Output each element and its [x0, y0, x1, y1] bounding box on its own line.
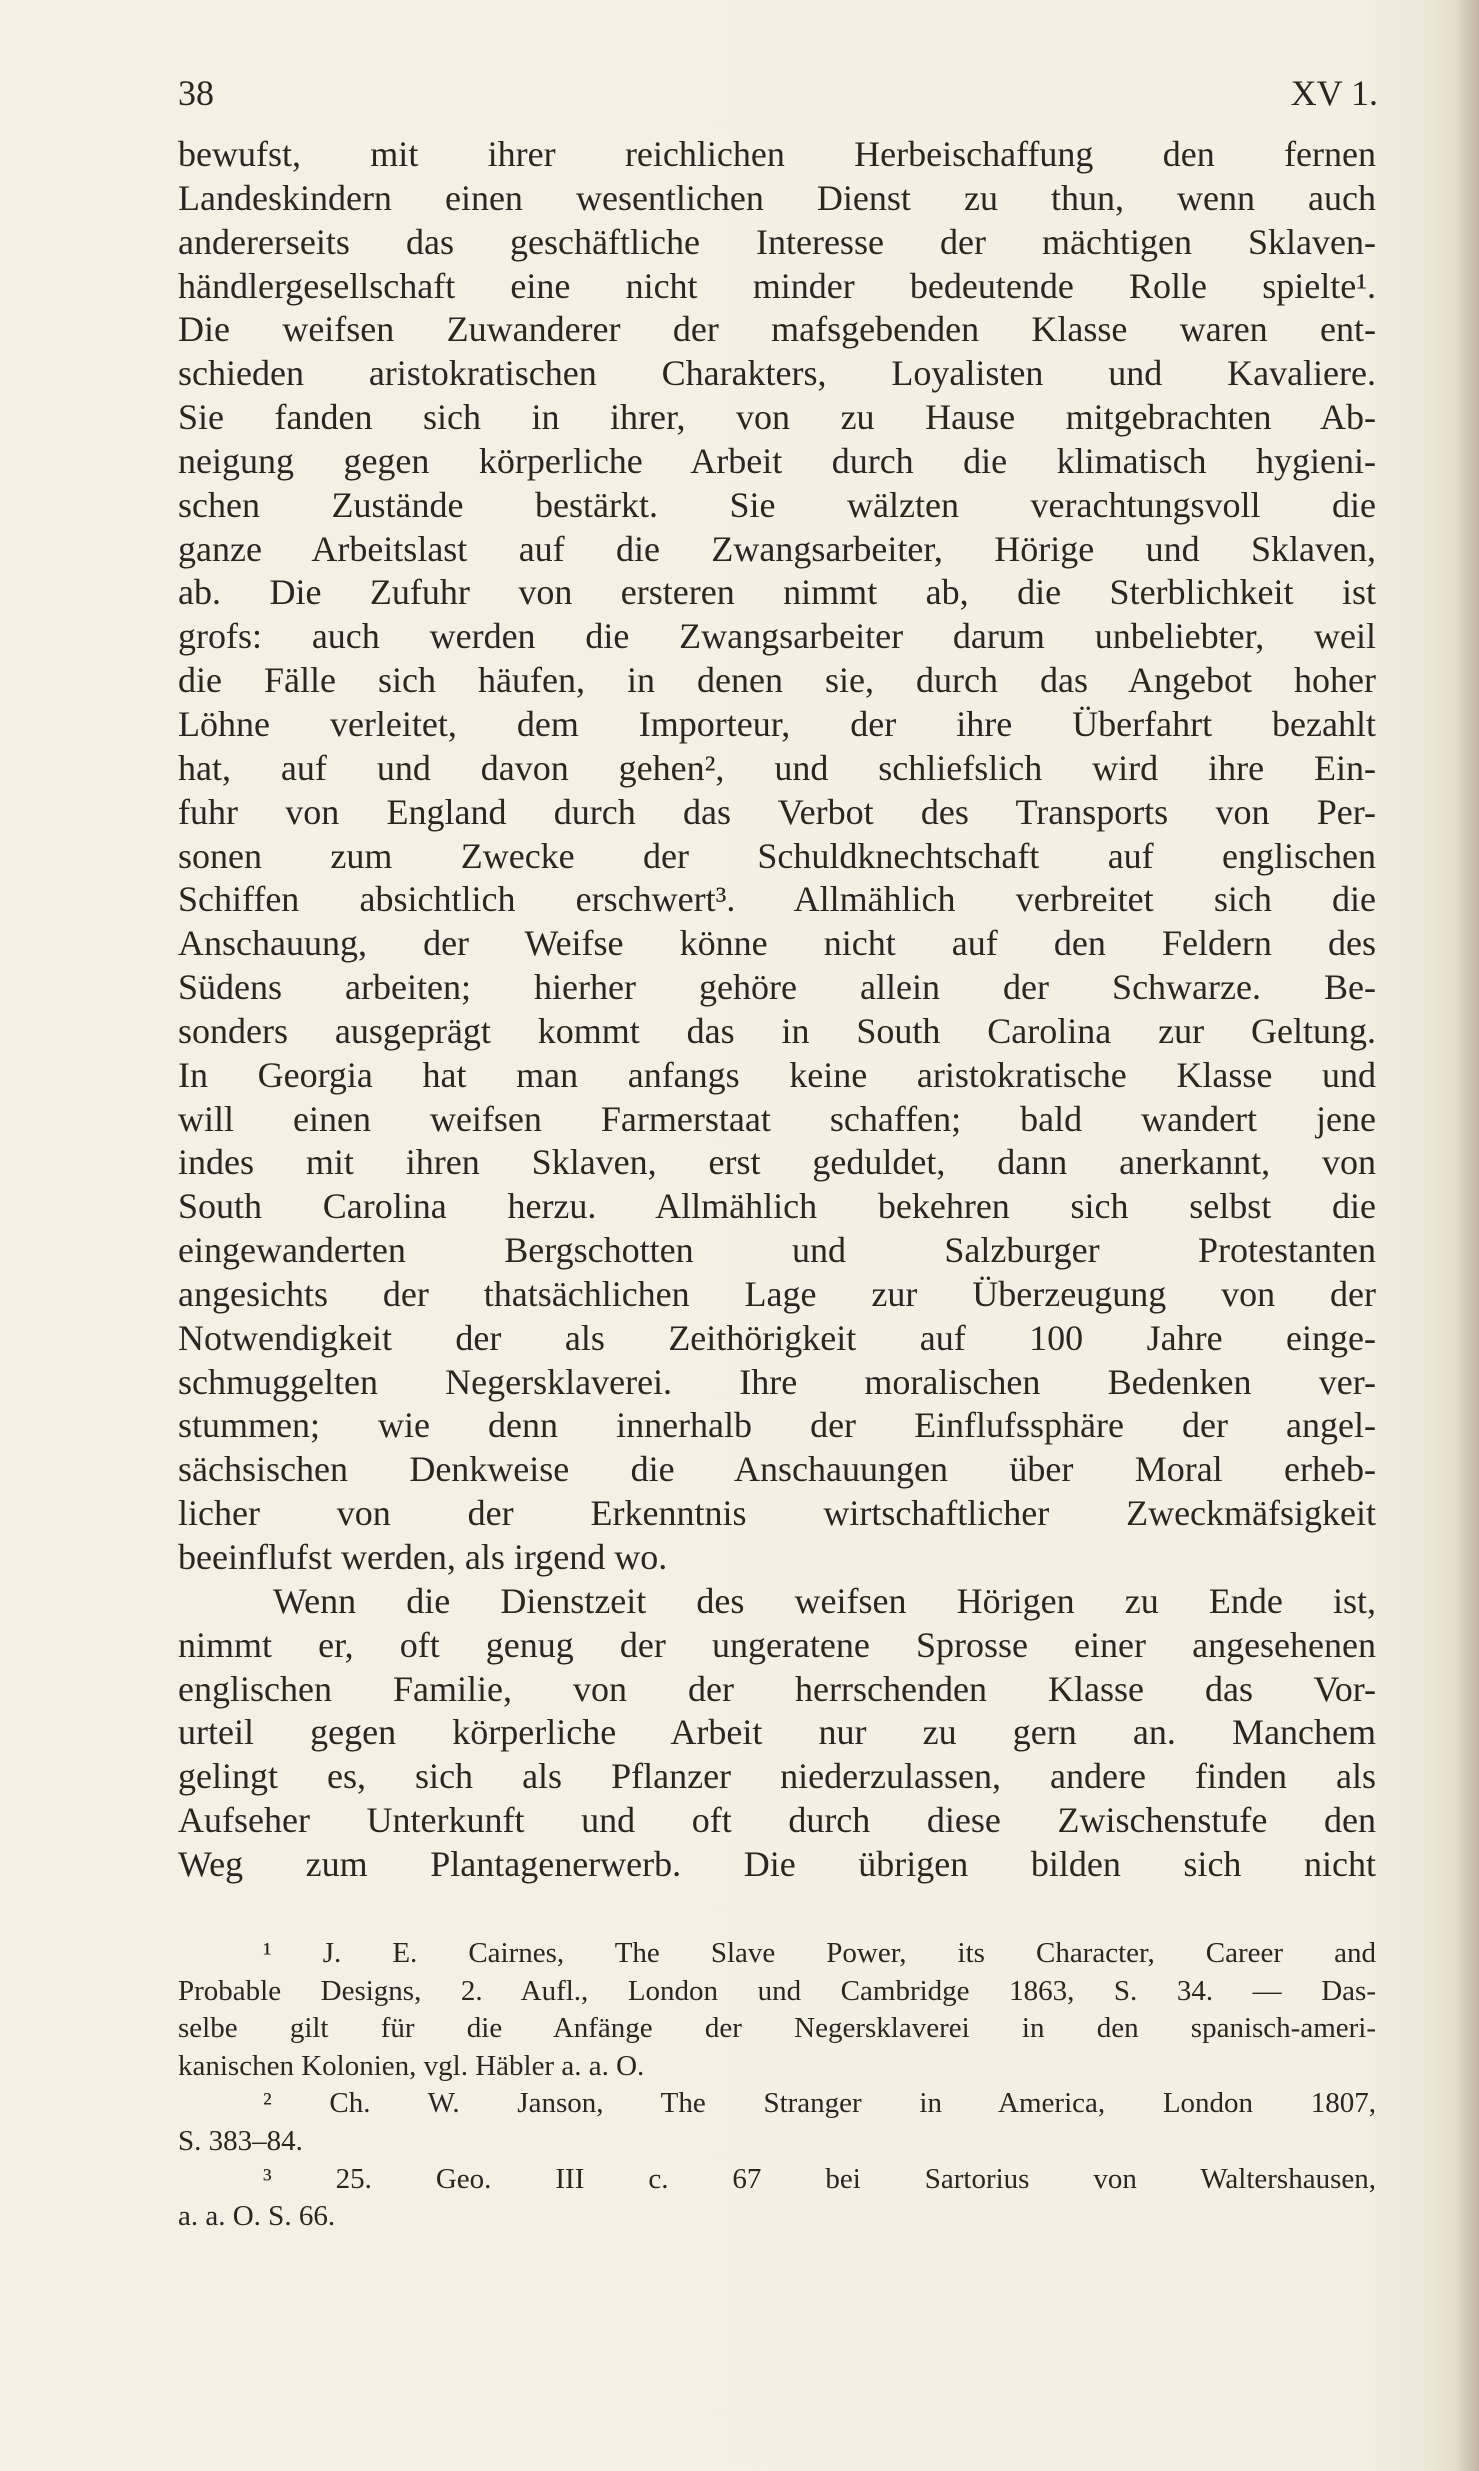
text-line: sächsischen Denkweise die Anschauungen über Moral erheb- [178, 1449, 1376, 1490]
text-line: beeinflufst werden, als irgend wo. [178, 1537, 668, 1577]
text-line: South Carolina herzu. Allmählich bekehren sich selbst die [178, 1186, 1376, 1227]
text-line: indes mit ihren Sklaven, erst geduldet, dann anerkannt, von [178, 1142, 1376, 1183]
text-line: englischen Familie, von der herrschenden Klasse das Vor- [178, 1668, 1376, 1709]
text-line: stummen; wie denn innerhalb der Einflufssphäre der angel- [178, 1405, 1376, 1446]
text-line: Anschauung, der Weifse könne nicht auf den Feldern des [178, 923, 1376, 964]
page-number: 38 [178, 73, 214, 113]
text-line: nimmt er, oft genug der ungeratene Sprosse einer angesehenen [178, 1624, 1376, 1665]
text-line: ab. Die Zufuhr von ersteren nimmt ab, die Sterblichkeit ist [178, 572, 1376, 613]
text-line: fuhr von England durch das Verbot des Transports von Per- [178, 791, 1376, 832]
page-edge-shadow [1457, 0, 1479, 2471]
text-line: sonen zum Zwecke der Schuldknechtschaft auf englischen [178, 835, 1376, 876]
text-line: urteil gegen körperliche Arbeit nur zu gern an. Manchem [178, 1712, 1376, 1753]
text-line: sonders ausgeprägt kommt das in South Carolina zur Geltung. [178, 1010, 1376, 1051]
text-line: Sie fanden sich in ihrer, von zu Hause mitgebrachten Ab- [178, 397, 1376, 438]
footnote-line: Probable Designs, 2. Aufl., London und Cambridge 1863, S. 34. — Das- [178, 1974, 1376, 2007]
text-line: hat, auf und davon gehen², und schliefslich wird ihre Ein- [178, 747, 1376, 788]
footnote-line: a. a. O. S. 66. [178, 2200, 336, 2233]
footnote-line: ¹ J. E. Cairnes, The Slave Power, its Character, Career and [263, 1937, 1376, 1969]
text-line: Schiffen absichtlich erschwert³. Allmählich verbreitet sich die [178, 879, 1376, 920]
text-line: angesichts der thatsächlichen Lage zur Überzeugung von der [178, 1273, 1376, 1314]
running-head: XV 1. [1290, 73, 1378, 113]
text-line: Südens arbeiten; hierher gehöre allein der Schwarze. Be- [178, 967, 1376, 1008]
text-line: In Georgia hat man anfangs keine aristokratische Klasse und [178, 1054, 1376, 1095]
text-line: gelingt es, sich als Pflanzer niederzulassen, andere finden als [178, 1756, 1376, 1797]
footnote-line: selbe gilt für die Anfänge der Negersklaverei in den spanisch-ameri- [178, 2012, 1376, 2045]
text-line: Aufseher Unterkunft und oft durch diese Zwischenstufe den [178, 1800, 1376, 1841]
footnote-line: ³ 25. Geo. III c. 67 bei Sartorius von Waltershausen, [263, 2162, 1376, 2195]
text-line: neigung gegen körperliche Arbeit durch die klimatisch hygieni- [178, 440, 1376, 481]
text-line: Notwendigkeit der als Zeithörigkeit auf 100 Jahre einge- [178, 1317, 1376, 1358]
text-line: schmuggelten Negersklaverei. Ihre moralischen Bedenken ver- [178, 1361, 1376, 1402]
text-line: händlergesellschaft eine nicht minder bedeutende Rolle spielte¹. [178, 265, 1376, 306]
text-line: bewufst, mit ihrer reichlichen Herbeischaffung den fernen [178, 134, 1376, 174]
text-line: Landeskindern einen wesentlichen Dienst zu thun, wenn auch [178, 177, 1376, 218]
text-line: eingewanderten Bergschotten und Salzburger Protestanten [178, 1230, 1376, 1271]
text-line: andererseits das geschäftliche Interesse der mächtigen Sklaven- [178, 221, 1376, 262]
text-line: schieden aristokratischen Charakters, Loyalisten und Kavaliere. [178, 353, 1376, 394]
footnotes [178, 1935, 1376, 2236]
body-text [178, 133, 1376, 1887]
text-line: die Fälle sich häufen, in denen sie, durch das Angebot hoher [178, 660, 1376, 701]
footnote-line: ² Ch. W. Janson, The Stranger in America, London 1807, [263, 2087, 1376, 2120]
text-line: will einen weifsen Farmerstaat schaffen; bald wandert jene [178, 1098, 1376, 1139]
text-line: licher von der Erkenntnis wirtschaftlicher Zweckmäfsigkeit [178, 1493, 1376, 1534]
footnote-line: kanischen Kolonien, vgl. Häbler a. a. O. [178, 2049, 645, 2082]
text-line: Weg zum Plantagenerwerb. Die übrigen bilden sich nicht [178, 1843, 1376, 1884]
text-line: grofs: auch werden die Zwangsarbeiter darum unbeliebter, weil [178, 616, 1376, 657]
page-header [178, 68, 1378, 118]
footnote-line: S. 383–84. [178, 2124, 303, 2157]
text-line: Die weifsen Zuwanderer der mafsgebenden Klasse waren ent- [178, 309, 1376, 350]
text-line: Löhne verleitet, dem Importeur, der ihre Überfahrt bezahlt [178, 703, 1376, 744]
text-line: ganze Arbeitslast auf die Zwangsarbeiter, Hörige und Sklaven, [178, 528, 1376, 569]
text-line: Wenn die Dienstzeit des weifsen Hörigen zu Ende ist, [273, 1580, 1376, 1621]
text-line: schen Zustände bestärkt. Sie wälzten verachtungsvoll die [178, 484, 1376, 525]
